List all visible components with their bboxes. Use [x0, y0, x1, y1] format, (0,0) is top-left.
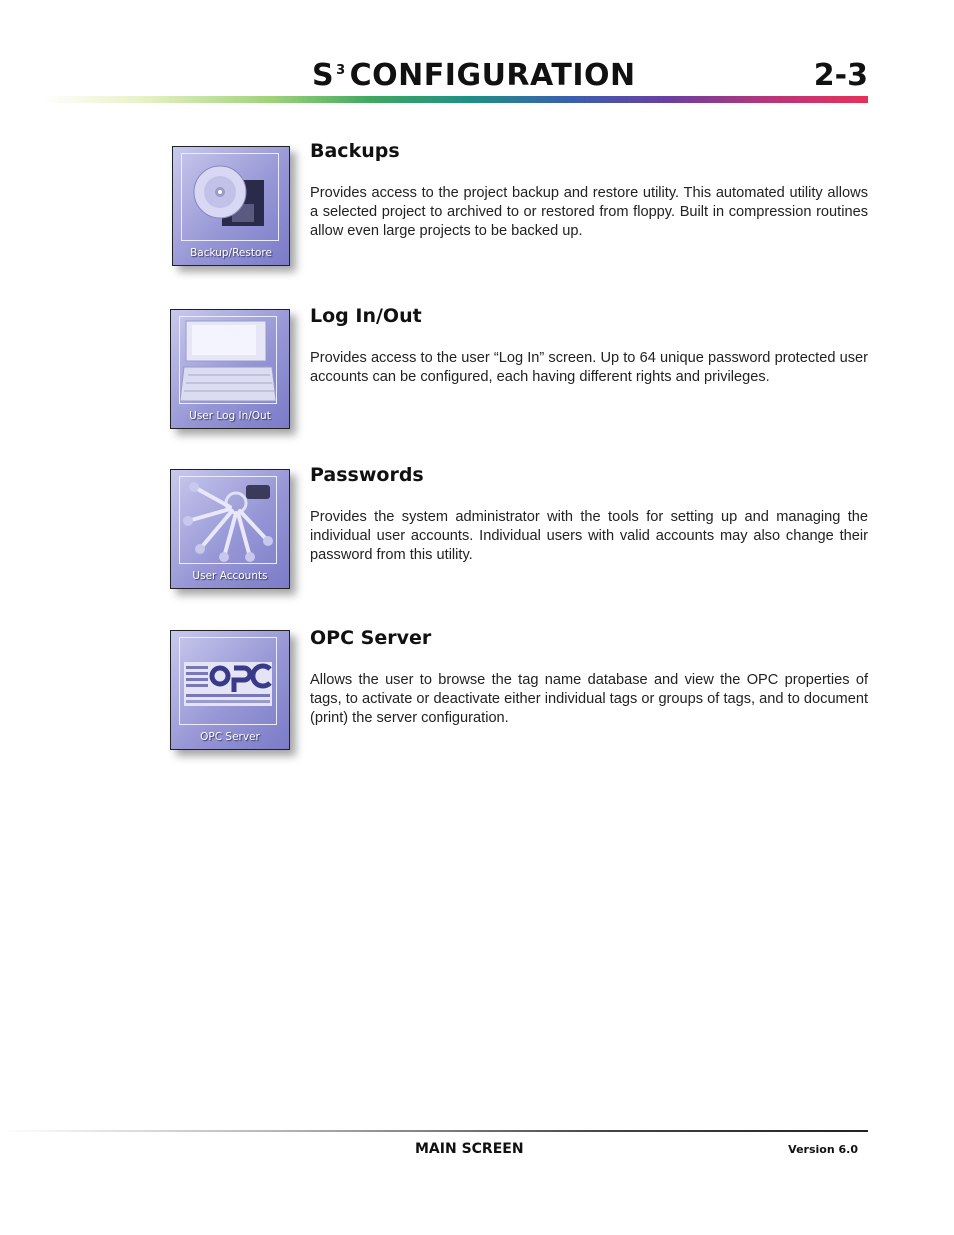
page-title: [312, 58, 636, 93]
section-title: Passwords: [310, 464, 424, 486]
opc-foundation-logo-icon: [179, 637, 277, 725]
section-body: Provides the system administrator with the tools for setting up and managing the individual user accounts. Individual users with valid accounts may also change their password from this utility.: [310, 509, 868, 563]
keys-icon: [179, 476, 277, 564]
section-title: Backups: [310, 140, 400, 162]
section-title: OPC Server: [310, 627, 432, 649]
title-text: CONFIGURATION: [349, 58, 636, 93]
section-body: Provides access to the user “Log In” screen. Up to 64 unique password protected user accounts can be configured, each having different rights and privileges.: [310, 350, 868, 385]
section-body: Allows the user to browse the tag name database and view the OPC properties of tags, to activate or deactivate either individual tags or groups of tags, and to document (print) the server configuration.: [310, 672, 868, 726]
section-title: Log In/Out: [310, 305, 422, 327]
section-log-in-out: [170, 305, 870, 435]
thumbnail-caption: User Log In/Out: [189, 410, 271, 422]
user-log-in-out-thumbnail: [170, 309, 290, 429]
footer-rule: [0, 1130, 868, 1132]
footer-section-name: MAIN SCREEN: [415, 1141, 524, 1157]
section-passwords: [170, 464, 870, 594]
thumbnail-caption: Backup/Restore: [190, 247, 272, 259]
opc-server-thumbnail: [170, 630, 290, 750]
page-number: 2-3: [813, 58, 868, 93]
section-body: Provides access to the project backup and restore utility. This automated utility allows a selected project to archived to or restored from floppy. Built in compression routines allow even large projects to be backed up.: [310, 185, 868, 239]
user-accounts-thumbnail: [170, 469, 290, 589]
footer-version: Version 6.0: [788, 1143, 858, 1156]
section-backups: [170, 140, 870, 270]
disc-floppy-icon: [181, 153, 279, 241]
title-superscript: 3: [336, 63, 346, 78]
backup-restore-thumbnail: [172, 146, 290, 266]
computer-keyboard-icon: [179, 316, 277, 404]
title-letter: S: [312, 58, 335, 93]
header-gradient-rule: [40, 96, 868, 103]
section-opc-server: [170, 627, 870, 757]
thumbnail-caption: OPC Server: [200, 731, 260, 743]
thumbnail-caption: User Accounts: [192, 570, 268, 582]
